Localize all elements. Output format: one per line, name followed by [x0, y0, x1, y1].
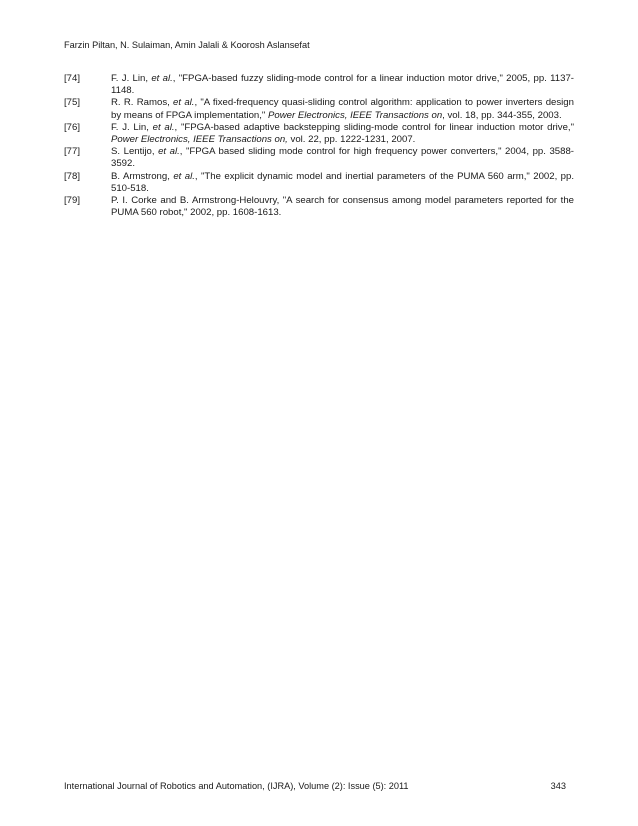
reference-authors: S. Lentijo,	[111, 146, 159, 158]
reference-authors: P. I. Corke and B. Armstrong-Helouvry, "A search for consensus among model parameters reported for the PUMA 560 robot," 2002, pp. 1608-1613.	[111, 195, 574, 219]
reference-number: [79]	[64, 195, 81, 207]
page-footer	[64, 781, 574, 791]
reference-authors: F. J. Lin,	[111, 73, 152, 84]
reference-authors: R. R. Ramos,	[111, 97, 174, 109]
reference-number: [77]	[64, 146, 81, 158]
reference-journal: Power Electronics, IEEE Transactions on	[267, 109, 443, 121]
reference-77	[64, 146, 574, 170]
reference-list	[64, 73, 574, 219]
reference-79	[64, 195, 574, 219]
reference-title: , "The explicit dynamic model and inertial parameters of the PUMA 560 arm," 2002, pp. 510-518.	[111, 170, 575, 194]
reference-75	[64, 97, 574, 121]
reference-et-al: et al.	[173, 170, 195, 182]
reference-details: vol. 22, pp. 1222-1231, 2007.	[287, 134, 416, 146]
reference-number: [76]	[64, 121, 81, 133]
reference-et-al: et al.	[173, 97, 195, 109]
reference-number: [74]	[64, 73, 81, 84]
reference-title: , "A fixed-frequency quasi-sliding control algorithm: application to power inverters design by means of FPGA implementation,"	[111, 97, 574, 121]
reference-title: , "FPGA-based adaptive backstepping sliding-mode control for linear induction motor drive,"	[174, 121, 574, 133]
reference-78	[64, 171, 574, 195]
page-number: 343	[550, 781, 566, 791]
reference-74	[64, 73, 574, 97]
reference-authors: F. J. Lin,	[111, 121, 153, 133]
running-head: Farzin Piltan, N. Sulaiman, Amin Jalali & Koorosh Aslansefat	[64, 40, 310, 50]
reference-number: [75]	[64, 97, 81, 109]
reference-et-al: et al.	[152, 121, 175, 133]
reference-et-al: et al.	[151, 73, 173, 84]
footer-journal: International Journal of Robotics and Automation, (IJRA), Volume (2): Issue (5): 2011	[64, 781, 409, 791]
reference-76	[64, 122, 574, 146]
reference-authors: B. Armstrong,	[111, 170, 174, 182]
reference-details: , vol. 18, pp. 344-355, 2003.	[442, 109, 562, 121]
reference-journal: Power Electronics, IEEE Transactions on,	[111, 134, 288, 146]
reference-number: [78]	[64, 170, 81, 182]
reference-title: , "FPGA-based fuzzy sliding-mode control for a linear induction motor drive," 2005, pp. 1137-1148.	[111, 73, 574, 97]
reference-title: , "FPGA based sliding mode control for high frequency power converters," 2004, pp. 3588-3592.	[111, 146, 574, 170]
reference-et-al: et al.	[158, 146, 180, 158]
